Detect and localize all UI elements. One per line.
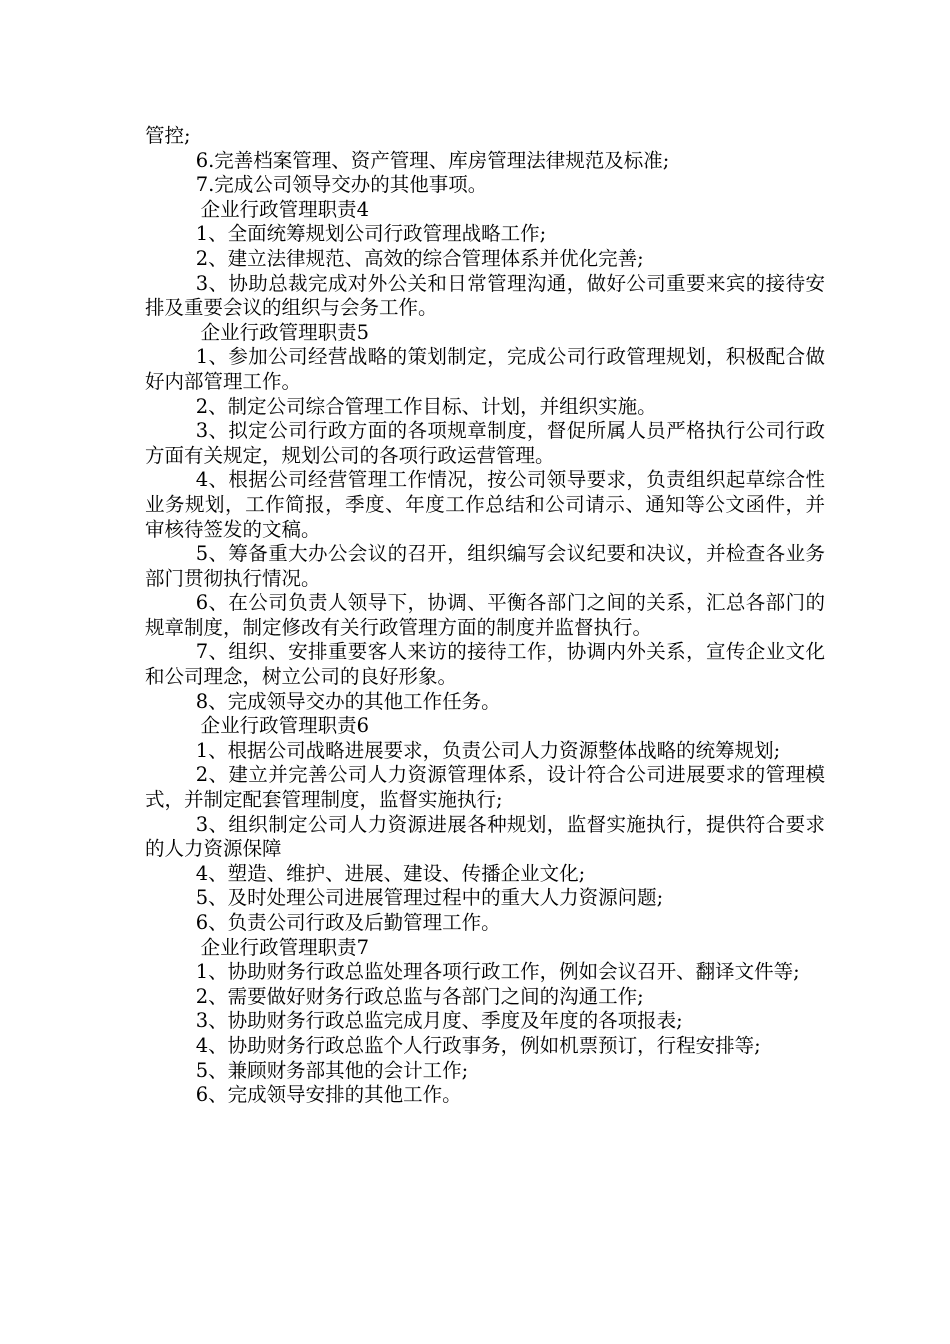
list-item: 7.完成公司领导交办的其他事项。 <box>195 173 488 197</box>
list-item: 7、组织、安排重要客人来访的接待工作，协调内外关系，宣传企业文化和公司理念，树立公司的良好形象。 <box>145 640 825 689</box>
section-heading: 企业行政管理职责4 <box>200 197 369 221</box>
list-item: 5、及时处理公司进展管理过程中的重大人力资源问题; <box>195 886 664 910</box>
list-item: 1、全面统筹规划公司行政管理战略工作; <box>195 222 547 246</box>
list-item: 4、塑造、维护、进展、建设、传播企业文化; <box>195 861 586 885</box>
list-item: 1、协助财务行政总监处理各项行政工作，例如会议召开、翻译文件等; <box>195 960 800 984</box>
list-item: 4、协助财务行政总监个人行政事务，例如机票预订，行程安排等; <box>195 1033 761 1057</box>
section-heading: 企业行政管理职责7 <box>200 935 369 959</box>
list-item: 6、完成领导安排的其他工作。 <box>195 1083 462 1107</box>
list-item: 2、建立法律规范、高效的综合管理体系并优化完善; <box>195 246 644 270</box>
list-item: 1、根据公司战略进展要求，负责公司人力资源整体战略的统筹规划; <box>195 738 781 762</box>
paragraph-continuation: 管控; <box>145 124 191 147</box>
list-item: 4、根据公司经营管理工作情况，按公司领导要求，负责组织起草综合性业务规划，工作简报，季度、年度工作总结和公司请示、通知等公文函件，并审核待签发的文稿。 <box>145 468 825 541</box>
list-item: 1、参加公司经营战略的策划制定，完成公司行政管理规划，积极配合做好内部管理工作。 <box>145 345 825 393</box>
list-item: 2、制定公司综合管理工作目标、计划，并组织实施。 <box>195 394 657 418</box>
list-item: 8、完成领导交办的其他工作任务。 <box>195 689 501 713</box>
list-item: 6、在公司负责人领导下，协调、平衡各部门之间的关系，汇总各部门的规章制度，制定修改有关行政管理方面的制度并监督执行。 <box>145 591 825 639</box>
list-item: 3、拟定公司行政方面的各项规章制度，督促所属人员严格执行公司行政方面有关规定，规划公司的各项行政运营管理。 <box>145 419 825 467</box>
list-item: 2、建立并完善公司人力资源管理体系，设计符合公司进展要求的管理模式，并制定配套管理制度，监督实施执行; <box>145 763 825 812</box>
list-item: 3、组织制定公司人力资源进展各种规划，监督实施执行，提供符合要求的人力资源保障 <box>145 812 825 861</box>
section-heading: 企业行政管理职责6 <box>200 714 369 738</box>
list-item: 2、需要做好财务行政总监与各部门之间的沟通工作; <box>195 984 644 1008</box>
list-item: 5、筹备重大办公会议的召开，组织编写会议纪要和决议，并检查各业务部门贯彻执行情况。 <box>145 542 825 590</box>
document-body <box>145 124 825 1108</box>
list-item: 3、协助总裁完成对外公关和日常管理沟通，做好公司重要来宾的接待安排及重要会议的组织与会务工作。 <box>145 271 825 320</box>
list-item: 3、协助财务行政总监完成月度、季度及年度的各项报表; <box>195 1009 683 1033</box>
list-item: 5、兼顾财务部其他的会计工作; <box>195 1058 469 1082</box>
list-item: 6.完善档案管理、资产管理、库房管理法律规范及标准; <box>195 148 670 172</box>
list-item: 6、负责公司行政及后勤管理工作。 <box>195 911 501 934</box>
section-heading: 企业行政管理职责5 <box>200 320 369 344</box>
